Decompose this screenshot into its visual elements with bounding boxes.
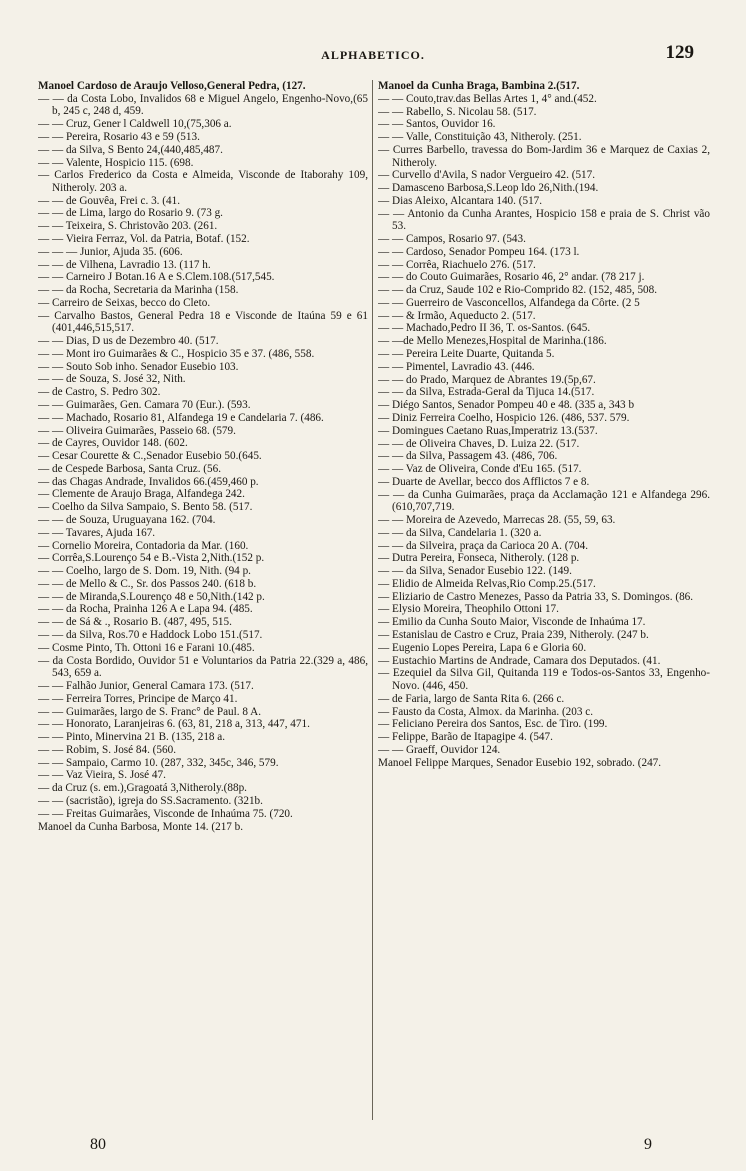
directory-entry: — — da Silva, Candelaria 1. (320 a. — [378, 526, 542, 539]
directory-entry: — — Couto,trav.das Bellas Artes 1, 4° and.(452. — [378, 92, 597, 105]
directory-entry: — — da Silva, Ros.70 e Haddock Lobo 151.(517. — [38, 629, 263, 642]
right-column — [378, 80, 710, 1130]
directory-entry: — Damasceno Barbosa,S.Leop ldo 26,Nith.(194. — [378, 182, 599, 195]
directory-entry: — das Chagas Andrade, Invalidos 66.(459,460 p. — [38, 475, 259, 488]
directory-entry: — — Valente, Hospicio 115. (698. — [38, 156, 194, 169]
directory-entry: — Curres Barbello, travessa do Bom-Jardim 36 e Marquez de Caxias 2, Nitheroly. — [378, 143, 710, 169]
directory-entry: — Duarte de Avellar, becco dos Afflictos 7 e 8. — [378, 475, 590, 488]
directory-entry: — —de Mello Menezes,Hospital de Marinha.(186. — [378, 335, 607, 348]
directory-entry: — Carlos Frederico da Costa e Almeida, Visconde de Itaborahy 109, Nitheroly. 203 a. — [38, 169, 368, 194]
directory-entry: — — Cruz, Gener l Caldwell 10,(75,306 a. — [38, 118, 232, 131]
directory-entry: — — Pimentel, Lavradio 43. (446. — [378, 360, 535, 373]
directory-entry: — — da Silveira, praça da Carioca 20 A. (704. — [378, 539, 589, 552]
directory-entry: — — Coelho, largo de S. Dom. 19, Nith. (94 p. — [38, 565, 251, 578]
directory-entry: — — Robim, S. José 84. (560. — [38, 743, 176, 756]
page-header — [30, 38, 716, 68]
page-footer — [0, 1136, 746, 1160]
directory-entry: — Eliziario de Castro Menezes, Passo da Patria 33, S. Domingos. (86. — [378, 590, 694, 603]
directory-entry: — — da Silva, Passagem 43. (486, 706. — [378, 450, 558, 463]
signature-mark-right: 9 — [644, 1136, 652, 1153]
directory-entry: — de Cayres, Ouvidor 148. (602. — [38, 437, 188, 450]
directory-entry: — da Costa Bordido, Ouvidor 51 e Voluntarios da Patria 22.(329 a, 486, 543, 659 a. — [38, 654, 368, 680]
directory-entry: — Felippe, Barão de Itapagipe 4. (547. — [378, 731, 553, 744]
directory-entry: — — Honorato, Laranjeiras 6. (63, 81, 218 a, 313, 447, 471. — [38, 718, 310, 731]
directory-entry: — — de Souza, Uruguayana 162. (704. — [38, 514, 216, 526]
left-column — [38, 80, 368, 1130]
directory-entry: — Dias Aleixo, Alcantara 140. (517. — [378, 194, 543, 207]
directory-entry: — — Freitas Guimarães, Visconde de Inhaúma 75. (720. — [38, 807, 293, 820]
directory-entry: — — de Sá & ., Rosario B. (487, 495, 515. — [38, 616, 232, 629]
directory-entry: — Eugenio Lopes Pereira, Lapa 6 e Gloria 60. — [378, 641, 587, 654]
directory-entry: — — Machado, Rosario 81, Alfandega 19 e Candelaria 7. (486. — [38, 411, 324, 424]
directory-entry: — — Rabello, S. Nicolau 58. (517. — [378, 105, 537, 118]
directory-entry: — — do Prado, Marquez de Abrantes 19.(5p,67. — [378, 373, 596, 386]
directory-entry: — — Oliveira Guimarães, Passeio 68. (579. — [38, 424, 236, 437]
directory-entry: — Diégo Santos, Senador Pompeu 40 e 48. (335 a, 343 b — [378, 399, 635, 412]
directory-entry: — Cosme Pinto, Th. Ottoni 16 e Farani 10.(485. — [38, 641, 255, 654]
directory-entry: — — Corrêa, Riachuelo 276. (517. — [378, 258, 536, 271]
directory-entry: — — Machado,Pedro II 36, T. os-Santos. (645. — [378, 322, 591, 335]
directory-entry: — — de Gouvêa, Frei c. 3. (41. — [38, 194, 180, 207]
directory-entry: — — Dias, D us de Dezembro 40. (517. — [38, 335, 219, 348]
directory-entry: — Elidio de Almeida Relvas,Rio Comp.25.(517. — [378, 577, 596, 590]
directory-entry: — — Vaz de Oliveira, Conde d'Eu 165. (517. — [378, 463, 582, 476]
directory-entry: — — Guerreiro de Vasconcellos, Alfandega da Côrte. (2 5 — [378, 296, 640, 309]
directory-entry: — Estanislau de Castro e Cruz, Praia 239, Nitheroly. (247 b. — [378, 629, 649, 642]
directory-entry: — Emilio da Cunha Souto Maior, Visconde de Inhaúma 17. — [378, 616, 646, 629]
directory-entry: Manoel da Cunha Barbosa, Monte 14. (217 b. — [38, 820, 244, 833]
directory-entry: — — de Vilhena, Lavradio 13. (117 h. — [38, 258, 211, 271]
directory-entry: — — da Rocha, Secretaria da Marinha (158. — [38, 284, 239, 297]
directory-entry: — — Valle, Constituição 43, Nitheroly. (251. — [378, 131, 582, 144]
directory-entry: — — de Miranda,S.Lourenço 48 e 50,Nith.(142 p. — [38, 590, 265, 603]
directory-entry: — Carvalho Bastos, General Pedra 18 e Visconde de Itaúna 59 e 61 (401,446,515,517. — [38, 309, 368, 335]
directory-entry: — — Moreira de Azevedo, Marrecas 28. (55, 59, 63. — [378, 514, 616, 526]
directory-entry: — — Cardoso, Senador Pompeu 164. (173 l. — [378, 245, 580, 258]
signature-mark-left: 80 — [90, 1136, 106, 1153]
directory-entry: — da Cruz (s. em.),Gragoatá 3,Nitheroly.(88p. — [38, 782, 247, 795]
directory-entry: — Clemente de Araujo Braga, Alfandega 242. — [38, 488, 245, 501]
directory-entry: Manoel Felippe Marques, Senador Eusebio 192, sobrado. (247. — [378, 756, 662, 769]
directory-entry: — — Vaz Vieira, S. José 47. — [38, 769, 166, 782]
directory-entry: — — de Souza, S. José 32, Nith. — [38, 373, 186, 386]
directory-entry: — — Pinto, Minervina 21 B. (135, 218 a. — [38, 731, 226, 744]
directory-entry: — — da Silva, Estrada-Geral da Tijuca 14.(517. — [378, 386, 595, 399]
directory-entry: — — da Cunha Guimarães, praça da Acclamação 121 e Alfandega 296. (610,707,719. — [378, 488, 710, 514]
directory-entry: — Eustachio Martins de Andrade, Camara dos Deputados. (41. — [378, 654, 661, 667]
directory-entry: — Corrêa,S.Lourenço 54 e B.-Vista 2,Nith.(152 p. — [38, 552, 265, 565]
running-title: ALPHABETICO. — [321, 48, 425, 62]
directory-entry: — de Cespede Barbosa, Santa Cruz. (56. — [38, 462, 221, 475]
directory-entry: — — de Mello & C., Sr. dos Passos 240. (618 b. — [38, 577, 257, 590]
directory-entry: — Coelho da Silva Sampaio, S. Bento 58. (517. — [38, 501, 253, 514]
directory-entry: — — de Lima, largo do Rosario 9. (73 g. — [38, 207, 223, 220]
directory-entry: — — & Irmão, Aqueducto 2. (517. — [378, 309, 536, 322]
directory-entry: — Cesar Courette & C.,Senador Eusebio 50.(645. — [38, 450, 262, 463]
directory-entry: Manoel Cardoso de Araujo Velloso,General Pedra, (127. — [38, 80, 306, 92]
directory-entry: — — Guimarães, largo de S. Franc° de Paul. 8 A. — [38, 705, 262, 718]
directory-entry: — — Mont iro Guimarães & C., Hospicio 35 e 37. (486, 558. — [38, 347, 315, 360]
directory-entry: — — da Silva, S Bento 24,(440,485,487. — [38, 143, 223, 156]
directory-entry: — de Faria, largo de Santa Rita 6. (266 c. — [378, 692, 565, 705]
directory-entry: — — Falhão Junior, General Camara 173. (517. — [38, 679, 254, 692]
directory-entry: — — Pereira, Rosario 43 e 59 (513. — [38, 130, 200, 143]
column-divider — [372, 80, 373, 1120]
directory-entry: — — Guimarães, Gen. Camara 70 (Eur.). (593. — [38, 398, 251, 411]
directory-entry: — Curvello d'Avila, S nador Vergueiro 42. (517. — [378, 169, 596, 182]
directory-entry: — — Graeff, Ouvidor 124. — [378, 743, 501, 756]
directory-entry: — Ezequiel da Silva Gil, Quitanda 119 e Todos-os-Santos 33, Engenho-Novo. (446, 450. — [378, 667, 710, 692]
directory-entry: — — Antonio da Cunha Arantes, Hospicio 158 e praia de S. Christ vão 53. — [378, 207, 710, 233]
directory-entry: — — Teixeira, S. Christovão 203. (261. — [38, 220, 218, 233]
directory-entry: — de Castro, S. Pedro 302. — [38, 386, 161, 399]
directory-entry: — — — Junior, Ajuda 35. (606. — [38, 245, 183, 258]
directory-entry: — Elysio Moreira, Theophilo Ottoni 17. — [378, 603, 559, 616]
directory-entry: — — Santos, Ouvidor 16. — [378, 118, 496, 131]
directory-entry: — — Campos, Rosario 97. (543. — [378, 233, 526, 245]
page-number: 129 — [665, 42, 694, 63]
directory-entry: — — Souto Sob inho. Senador Eusebio 103. — [38, 360, 239, 373]
directory-entry: — — Vieira Ferraz, Vol. da Patria, Botaf. (152. — [38, 233, 250, 245]
directory-entry: — — Tavares, Ajuda 167. — [38, 526, 156, 539]
directory-entry: — — (sacristão), igreja do SS.Sacramento. (321b. — [38, 795, 263, 807]
directory-entry: — — Pereira Leite Duarte, Quitanda 5. — [378, 348, 555, 361]
directory-entry: — Diniz Ferreira Coelho, Hospicio 126. (486, 537. 579. — [378, 411, 630, 424]
directory-entry: Manoel da Cunha Braga, Bambina 2.(517. — [378, 80, 580, 92]
directory-entry: — — da Rocha, Prainha 126 A e Lapa 94. (485. — [38, 603, 253, 616]
directory-entry: — Cornelio Moreira, Contadoria da Mar. (160. — [38, 539, 249, 552]
directory-entry: — — do Couto Guimarães, Rosario 46, 2° andar. (78 217 j. — [378, 271, 645, 284]
directory-entry: — Feliciano Pereira dos Santos, Esc. de Tiro. (199. — [378, 718, 608, 731]
directory-entry: — — da Silva, Senador Eusebio 122. (149. — [378, 565, 572, 578]
directory-entry: — Carreiro de Seixas, becco do Cleto. — [38, 296, 211, 309]
directory-entry: — — Carneiro J Botan.16 A e S.Clem.108.(517,545. — [38, 271, 275, 284]
directory-entry: — — Sampaio, Carmo 10. (287, 332, 345c, 346, 579. — [38, 756, 279, 769]
directory-entry: — — da Costa Lobo, Invalidos 68 e Miguel Angelo, Engenho-Novo,(65 b, 245 c, 248 d, 459. — [38, 92, 368, 118]
directory-entry: — — de Oliveira Chaves, D. Luiza 22. (517. — [378, 437, 580, 450]
directory-entry: — Fausto da Costa, Almox. da Marinha. (203 c. — [378, 705, 594, 718]
directory-entry: — — Ferreira Torres, Principe de Março 41. — [38, 692, 238, 705]
directory-entry: — Domingues Caetano Ruas,Imperatriz 13.(537. — [378, 424, 598, 437]
directory-entry: — Dutra Pereira, Fonseca, Nitheroly. (128 p. — [378, 552, 580, 565]
directory-entry: — — da Cruz, Saude 102 e Rio-Comprido 82. (152, 485, 508. — [378, 284, 658, 297]
